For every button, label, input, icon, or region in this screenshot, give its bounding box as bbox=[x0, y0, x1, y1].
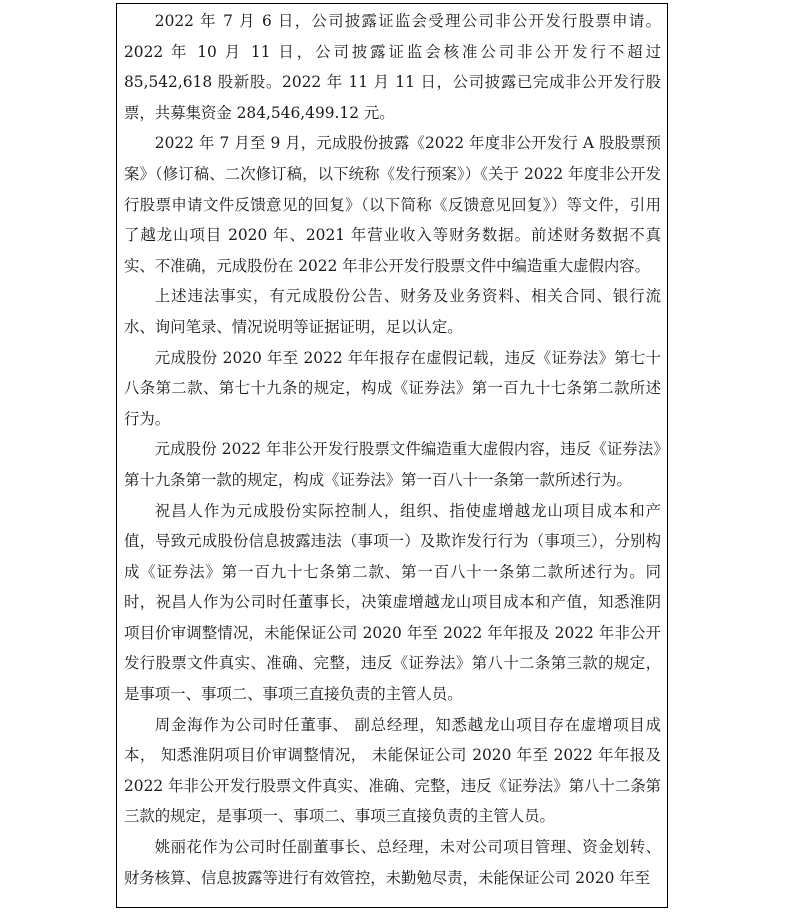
paragraph-evidence: 上述违法事实，有元成股份公告、财务及业务资料、相关合同、银行流水、询问笔录、情况说明等证据证明，足以认定。 bbox=[124, 287, 661, 336]
document-body bbox=[117, 4, 667, 893]
paragraph-annual-report-violation: 元成股份 2020 年至 2022 年年报存在虚假记载，违反《证券法》第七十八条第二款、第七十九条的规定，构成《证券法》第一百九十七条第二款所述行为。 bbox=[124, 348, 661, 428]
paragraph-issuance-violation: 元成股份 2022 年非公开发行股票文件编造重大虚假内容，违反《证券法》第十九条第一款的规定，构成《证券法》第一百八十一条第一款所述行为。 bbox=[124, 440, 661, 489]
paragraph-controller-liability: 祝昌人作为元成股份实际控制人，组织、指使虚增越龙山项目成本和产值，导致元成股份信息披露违法（事项一）及欺诈发行行为（事项三），分别构成《证券法》第一百九十七条第二款、第一百八十一条第二款所述行为。同时，祝昌人作为公司时任董事长，决策虚增越龙山项目成本和产值，知悉淮阴项目价审调整情况，未能保证公司 2020 年至 2022 年年报及 2022 年非公开发行股票文件真实、准确、完整，违反《证券法》第八十二条第三款的规定，是事项一、事项二、事项三直接负责的主管人员。 bbox=[124, 501, 661, 704]
paragraph-director-liability: 周金海作为公司时任董事、 副总经理，知悉越龙山项目存在虚增项目成本， 知悉淮阴项目价审调整情况， 未能保证公司 2020 年至 2022 年年报及 2022 年非公开发行股票文件真实、准确、完整，违反《证券法》第八十二条第三款的规定，是事项一、事项二、事项三直接负责的主管人员。 bbox=[124, 715, 661, 826]
document-frame bbox=[116, 3, 668, 908]
paragraph-issuance-timeline: 2022 年 7 月 6 日，公司披露证监会受理公司非公开发行股票申请。2022 年 10 月 11 日，公司披露证监会核准公司非公开发行不超过 85,542,618 股新股。2022 年 11 月 11 日，公司披露已完成非公开发行股票，共募集资金 284,546,499.12 元。 bbox=[124, 12, 661, 122]
paragraph-vice-chair-liability: 姚丽花作为公司时任副董事长、总经理，未对公司项目管理、资金划转、财务核算、信息披露等进行有效管控，未勤勉尽责，未能保证公司 2020 年至 bbox=[124, 838, 661, 887]
paragraph-disclosure-documents: 2022 年 7 月至 9 月，元成股份披露《2022 年度非公开发行 A 股股票预案》（修订稿、二次修订稿，以下统称《发行预案》）《关于 2022 年度非公开发行股票申请文件反馈意见的回复》（以下简称《反馈意见回复》）等文件，引用了越龙山项目 2020 年、2021 年营业收入等财务数据。前述财务数据不真实、不准确，元成股份在 2022 年非公开发行股票文件中编造重大虚假内容。 bbox=[124, 134, 661, 275]
